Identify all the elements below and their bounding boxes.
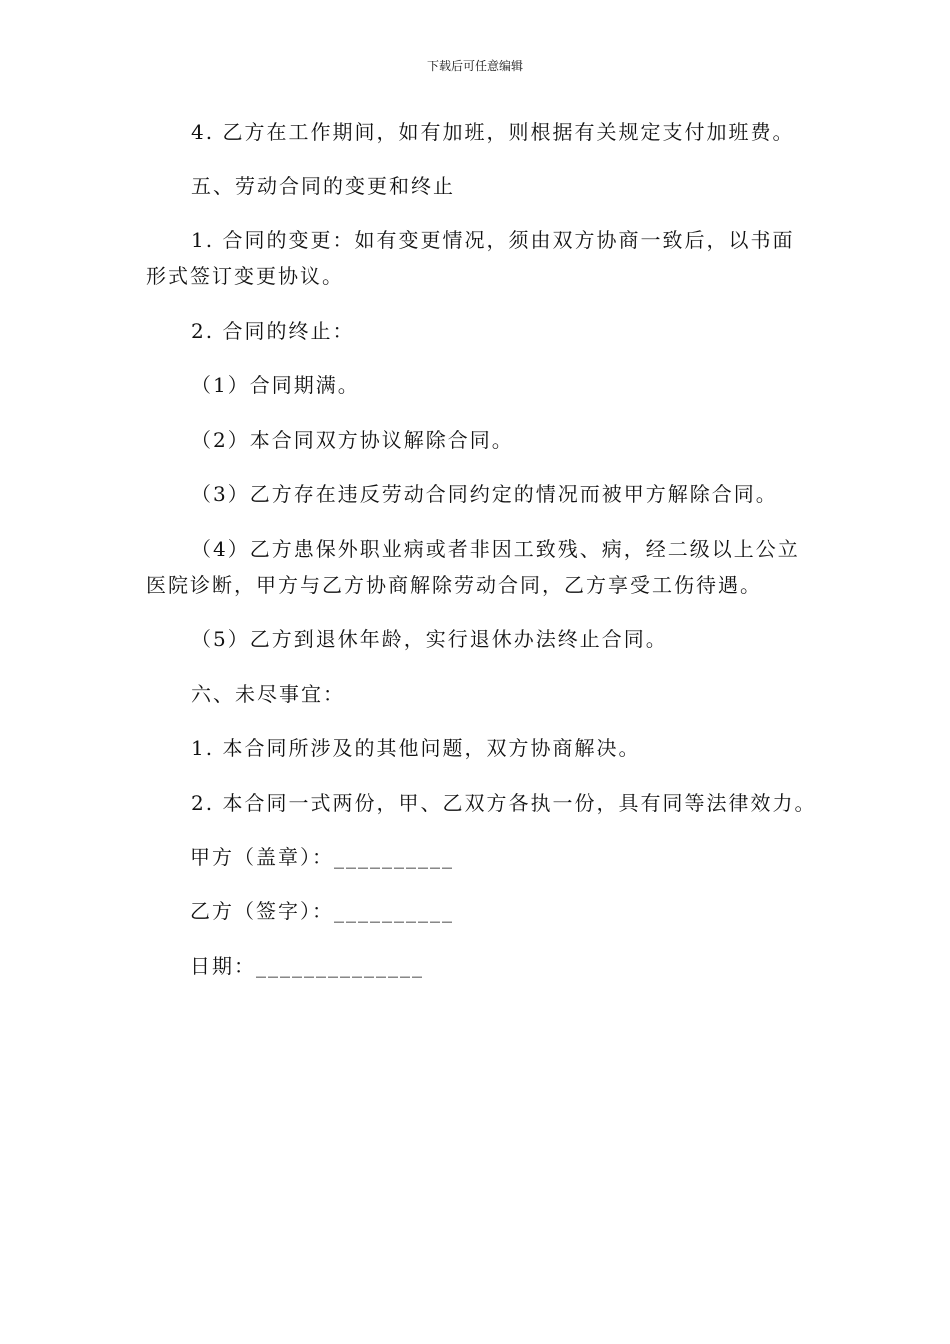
clause-copies: 2. 本合同一式两份，甲、乙双方各执一份，具有同等法律效力。 bbox=[191, 791, 817, 815]
clause-change-line1: 1. 合同的变更：如有变更情况，须由双方协商一致后，以书面 bbox=[191, 228, 795, 252]
page-header: 下载后可任意编辑 bbox=[426, 59, 523, 73]
section-heading-6: 六、未尽事宜： bbox=[191, 682, 345, 706]
clause-overtime: 4. 乙方在工作期间，如有加班，则根据有关规定支付加班费。 bbox=[191, 120, 795, 144]
clause-change-line2: 形式签订变更协议。 bbox=[146, 264, 344, 288]
termination-item-4-line2: 医院诊断，甲方与乙方协商解除劳动合同，乙方享受工伤待遇。 bbox=[146, 573, 762, 597]
clause-other-issues: 1. 本合同所涉及的其他问题，双方协商解决。 bbox=[191, 736, 641, 760]
section-heading-5: 五、劳动合同的变更和终止 bbox=[191, 174, 455, 198]
signature-party-b: 乙方（签字）：__________ bbox=[190, 899, 454, 923]
termination-item-3: （3）乙方存在违反劳动合同约定的情况而被甲方解除合同。 bbox=[191, 482, 778, 506]
termination-item-1: （1）合同期满。 bbox=[191, 373, 360, 397]
termination-item-4-line1: （4）乙方患保外职业病或者非因工致残、病，经二级以上公立 bbox=[191, 537, 800, 561]
termination-item-2: （2）本合同双方协议解除合同。 bbox=[191, 428, 514, 452]
signature-party-a: 甲方（盖章）：__________ bbox=[190, 845, 454, 869]
clause-termination: 2. 合同的终止： bbox=[191, 319, 355, 343]
termination-item-5: （5）乙方到退休年龄，实行退休办法终止合同。 bbox=[191, 627, 668, 651]
signature-date: 日期：______________ bbox=[190, 954, 424, 978]
